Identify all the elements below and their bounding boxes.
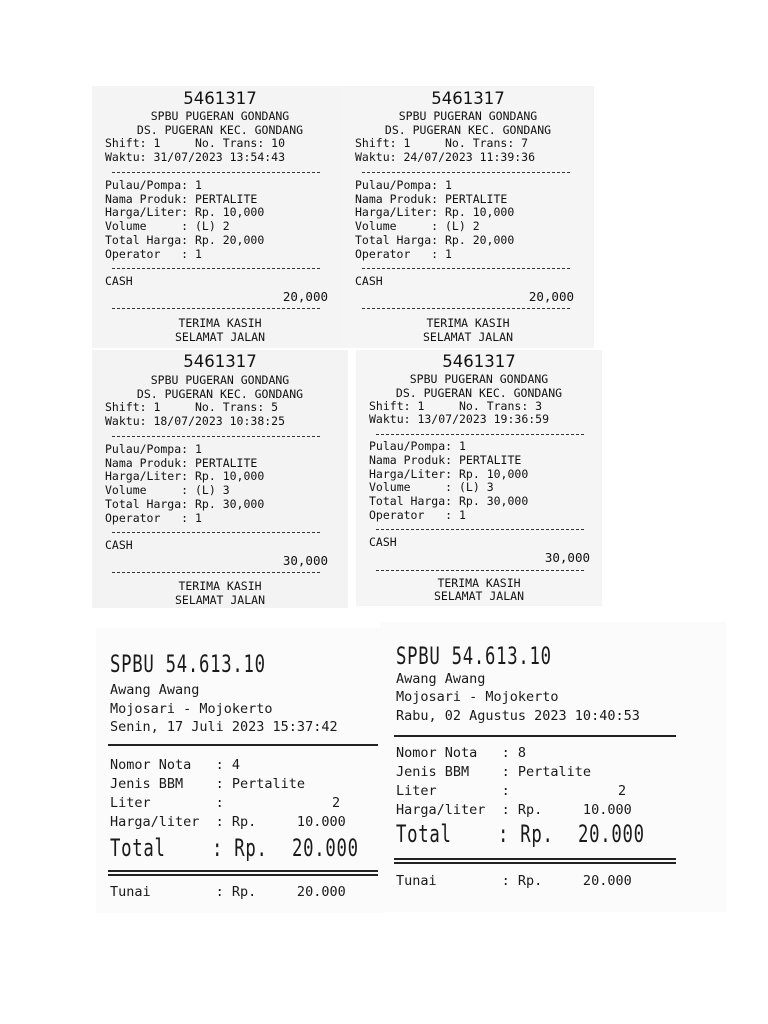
- divider: [112, 308, 320, 309]
- cash-line: Tunai : Rp. 20.000: [396, 873, 632, 889]
- liter-label: Liter :: [396, 783, 510, 799]
- divider: [108, 744, 378, 746]
- volume-line: Volume : (L) 2: [105, 219, 230, 233]
- divider: [376, 434, 584, 435]
- divider: [362, 268, 570, 269]
- thanks-text: TERIMA KASIH: [437, 576, 521, 590]
- receipt-trans-5: [92, 350, 348, 608]
- owner-name: Awang Awang: [110, 682, 200, 698]
- divider: [362, 172, 570, 173]
- operator-line: Operator : 1: [105, 247, 202, 261]
- receipt-number: 5461317: [431, 89, 505, 108]
- nota-line: Nomor Nota : 8: [396, 745, 527, 761]
- printed-receipt-nota-8: [380, 622, 726, 912]
- cash-line: Tunai : Rp. 20.000: [110, 884, 346, 900]
- liter-value: 2: [618, 783, 627, 799]
- operator-line: Operator : 1: [105, 511, 202, 525]
- payment-amount: 20,000: [528, 289, 574, 304]
- receipt-title: SPBU 54.613.10: [396, 642, 552, 670]
- bbm-line: Jenis BBM : Pertalite: [110, 776, 306, 792]
- receipt-number: 5461317: [442, 352, 516, 371]
- pump-line: Pulau/Pompa: 1: [105, 178, 202, 192]
- pump-line: Pulau/Pompa: 1: [355, 178, 452, 192]
- payment-amount: 30,000: [282, 553, 328, 568]
- liter-value: 2: [332, 795, 341, 811]
- receipt-trans-10: [92, 86, 348, 348]
- time-line: Waktu: 24/07/2023 11:39:36: [355, 150, 536, 164]
- station-name: SPBU PUGERAN GONDANG: [398, 109, 538, 123]
- total-rp: : Rp.: [498, 820, 554, 848]
- total-line: Total Harga: Rp. 20,000: [355, 233, 515, 247]
- total-line: Total Harga: Rp. 30,000: [369, 494, 529, 508]
- farewell-text: SELAMAT JALAN: [174, 330, 265, 344]
- farewell-text: SELAMAT JALAN: [174, 593, 265, 607]
- liter-label: Liter :: [110, 795, 224, 811]
- thanks-text: TERIMA KASIH: [178, 579, 262, 593]
- payment-method: CASH: [105, 538, 133, 552]
- farewell-text: SELAMAT JALAN: [433, 589, 524, 603]
- receipt-number: 5461317: [183, 352, 257, 371]
- receipt-title: SPBU 54.613.10: [110, 650, 266, 678]
- station-address: DS. PUGERAN KEC. GONDANG: [136, 123, 304, 137]
- operator-line: Operator : 1: [369, 508, 466, 522]
- location: Mojosari - Mojokerto: [110, 701, 273, 717]
- divider: [376, 570, 584, 571]
- total-rp: : Rp.: [212, 834, 268, 862]
- thanks-text: TERIMA KASIH: [426, 316, 510, 330]
- payment-method: CASH: [369, 535, 397, 549]
- total-value: 20.000: [578, 820, 645, 848]
- divider: [112, 436, 320, 437]
- receipt-trans-7: [342, 86, 594, 348]
- time-line: Waktu: 18/07/2023 10:38:25: [105, 414, 286, 428]
- receipt-trans-3: [356, 350, 602, 606]
- nota-line: Nomor Nota : 4: [110, 757, 241, 773]
- double-divider: [108, 870, 378, 876]
- price-line: Harga/Liter: Rp. 10,000: [105, 205, 265, 219]
- time-line: Waktu: 31/07/2023 13:54:43: [105, 150, 286, 164]
- farewell-text: SELAMAT JALAN: [422, 330, 513, 344]
- double-divider: [394, 858, 676, 864]
- datetime: Rabu, 02 Agustus 2023 10:40:53: [396, 708, 640, 724]
- owner-name: Awang Awang: [396, 671, 486, 687]
- station-name: SPBU PUGERAN GONDANG: [150, 109, 290, 123]
- divider: [362, 308, 570, 309]
- product-line: Nama Produk: PERTALITE: [105, 192, 258, 206]
- shift-line: Shift: 1 No. Trans: 10: [105, 136, 286, 150]
- station-name: SPBU PUGERAN GONDANG: [409, 372, 549, 386]
- divider: [112, 532, 320, 533]
- price-line: Harga/Liter: Rp. 10,000: [355, 205, 515, 219]
- shift-line: Shift: 1 No. Trans: 7: [355, 136, 529, 150]
- divider: [112, 572, 320, 573]
- shift-line: Shift: 1 No. Trans: 5: [105, 400, 279, 414]
- total-label: Total: [110, 834, 166, 862]
- shift-line: Shift: 1 No. Trans: 3: [369, 399, 543, 413]
- divider: [394, 735, 676, 737]
- receipt-number: 5461317: [183, 89, 257, 108]
- total-label: Total: [396, 820, 452, 848]
- thanks-text: TERIMA KASIH: [178, 316, 262, 330]
- price-line: Harga/Liter: Rp. 10,000: [369, 467, 529, 481]
- total-value: 20.000: [292, 834, 359, 862]
- printed-receipt-nota-4: [96, 628, 386, 913]
- total-line: Total Harga: Rp. 30,000: [105, 497, 265, 511]
- divider: [112, 268, 320, 269]
- volume-line: Volume : (L) 2: [355, 219, 480, 233]
- pump-line: Pulau/Pompa: 1: [105, 442, 202, 456]
- volume-line: Volume : (L) 3: [105, 483, 230, 497]
- divider: [376, 529, 584, 530]
- product-line: Nama Produk: PERTALITE: [355, 192, 508, 206]
- product-line: Nama Produk: PERTALITE: [369, 453, 522, 467]
- location: Mojosari - Mojokerto: [396, 689, 559, 705]
- station-address: DS. PUGERAN KEC. GONDANG: [384, 123, 552, 137]
- volume-line: Volume : (L) 3: [369, 480, 494, 494]
- divider: [112, 172, 320, 173]
- price-line: Harga/liter : Rp. 10.000: [396, 802, 632, 818]
- station-address: DS. PUGERAN KEC. GONDANG: [395, 386, 563, 400]
- payment-amount: 30,000: [544, 550, 590, 565]
- station-address: DS. PUGERAN KEC. GONDANG: [136, 387, 304, 401]
- bbm-line: Jenis BBM : Pertalite: [396, 764, 592, 780]
- payment-amount: 20,000: [282, 289, 328, 304]
- datetime: Senin, 17 Juli 2023 15:37:42: [110, 719, 338, 735]
- time-line: Waktu: 13/07/2023 19:36:59: [369, 412, 550, 426]
- total-line: Total Harga: Rp. 20,000: [105, 233, 265, 247]
- pump-line: Pulau/Pompa: 1: [369, 439, 466, 453]
- payment-method: CASH: [105, 274, 133, 288]
- operator-line: Operator : 1: [355, 247, 452, 261]
- product-line: Nama Produk: PERTALITE: [105, 456, 258, 470]
- station-name: SPBU PUGERAN GONDANG: [150, 373, 290, 387]
- price-line: Harga/liter : Rp. 10.000: [110, 814, 346, 830]
- payment-method: CASH: [355, 274, 383, 288]
- price-line: Harga/Liter: Rp. 10,000: [105, 469, 265, 483]
